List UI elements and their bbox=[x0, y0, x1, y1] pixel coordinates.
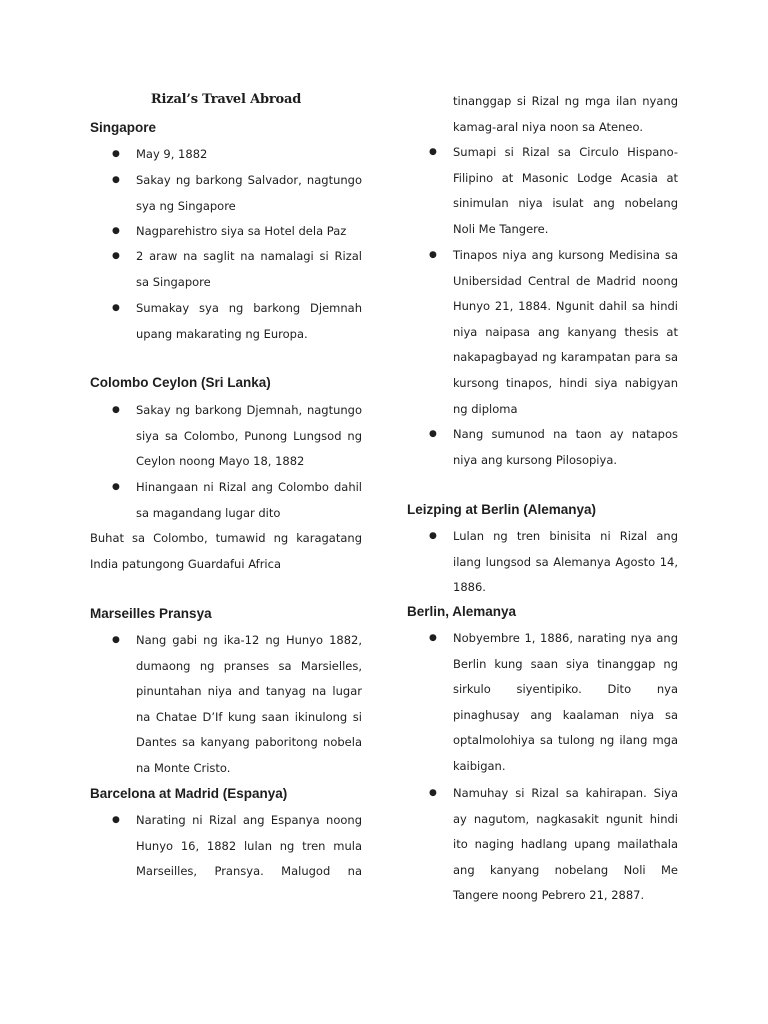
heading-colombo: Colombo Ceylon (Sri Lanka) bbox=[90, 375, 271, 390]
document-title: Rizal’s Travel Abroad bbox=[150, 92, 302, 107]
list-item bbox=[90, 398, 362, 475]
text-line: niya ang kursong Pilosopiya. bbox=[453, 452, 618, 467]
list-item bbox=[90, 168, 362, 219]
text-line: pinaghusay ang kaalaman niya sa bbox=[453, 707, 678, 722]
text-line: Sakay ng barkong Djemnah, nagtungo bbox=[136, 403, 362, 417]
bullet-icon: ● bbox=[112, 175, 120, 185]
bullet-icon: ● bbox=[112, 303, 120, 313]
text-line: sya ng Singapore bbox=[136, 198, 236, 213]
text-line: Nagparehistro siya sa Hotel dela Paz bbox=[136, 224, 347, 238]
list-item bbox=[90, 475, 362, 526]
heading-madrid: Barcelona at Madrid (Espanya) bbox=[90, 786, 288, 801]
text-line: nakapagbayad ng karampatan para sa bbox=[453, 350, 678, 365]
text-line: na Chatae D’If kung saan ikinulong si bbox=[136, 709, 362, 724]
heading-marseilles: Marseilles Pransya bbox=[90, 606, 212, 621]
text-line: pinuntahan niya and tanyag na lugar bbox=[136, 684, 362, 699]
list-item bbox=[90, 244, 362, 295]
heading-leipzig: Leizping at Berlin (Alemanya) bbox=[407, 502, 597, 517]
text-line: Ceylon noong Mayo 18, 1882 bbox=[136, 454, 305, 469]
list-item bbox=[90, 142, 362, 168]
text-line: Lulan ng tren binisita ni Rizal ang bbox=[453, 529, 678, 543]
bullet-icon: ● bbox=[429, 531, 437, 541]
text-line: Hunyo 16, 1882 lulan ng tren mula bbox=[136, 838, 362, 853]
list-item bbox=[407, 243, 678, 422]
text-line: Nobyembre 1, 1886, narating nya ang bbox=[453, 631, 678, 645]
bullet-icon: ● bbox=[429, 788, 437, 798]
text-line: ay nagutom, nagkasakit ngunit hindi bbox=[453, 811, 678, 826]
text-line: tinanggap si Rizal ng mga ilan nyang bbox=[453, 94, 678, 108]
heading-singapore: Singapore bbox=[90, 120, 157, 135]
bullet-icon: ● bbox=[112, 635, 120, 645]
text-line: Unibersidad Central de Madrid noong bbox=[453, 273, 678, 288]
text-line: Hunyo 21, 1884. Ngunit dahil sa hindi bbox=[453, 299, 678, 314]
text-line: sirkulo siyentipiko. Dito nya bbox=[453, 682, 678, 697]
text-line: kaibigan. bbox=[453, 758, 506, 773]
text-line: Sumakay sya ng barkong Djemnah bbox=[136, 301, 362, 315]
list-item bbox=[90, 628, 362, 782]
text-line: Namuhay si Rizal sa kahirapan. Siya bbox=[453, 786, 678, 800]
text-line: Nang sumunod na taon ay natapos bbox=[453, 427, 678, 441]
text-line: Narating ni Rizal ang Espanya noong bbox=[136, 813, 362, 827]
bullet-icon: ● bbox=[112, 149, 120, 159]
list-item bbox=[90, 296, 362, 347]
text-line: 1886. bbox=[453, 580, 486, 595]
list-item bbox=[407, 524, 678, 601]
text-line: Marseilles, Pransya. Malugod na bbox=[136, 864, 362, 879]
list-item bbox=[407, 781, 678, 909]
text-line: 2 araw na saglit na namalagi si Rizal bbox=[136, 249, 362, 263]
text-line: na Monte Cristo. bbox=[136, 760, 231, 775]
text-line: May 9, 1882 bbox=[136, 147, 208, 161]
bullet-icon: ● bbox=[429, 633, 437, 643]
text-line: Dantes sa kanyang paboritong nobela bbox=[136, 735, 362, 750]
text-line: Tinapos niya ang kursong Medisina sa bbox=[453, 248, 678, 262]
list-item bbox=[407, 140, 678, 242]
bullet-icon: ● bbox=[112, 405, 120, 415]
continued-text bbox=[407, 89, 678, 140]
text-line: siya sa Colombo, Punong Lungsod ng bbox=[136, 428, 362, 443]
text-line: kursong tinapos, hindi siya nabigyan bbox=[453, 375, 678, 390]
text-line: Nang gabi ng ika-12 ng Hunyo 1882, bbox=[136, 633, 362, 647]
bullet-icon: ● bbox=[429, 147, 437, 157]
text-line: Sakay ng barkong Salvador, nagtungo bbox=[136, 173, 362, 187]
text-line: ito naging hadlang upang mailathala bbox=[453, 837, 678, 852]
paragraph-colombo bbox=[90, 526, 362, 577]
bullet-icon: ● bbox=[429, 429, 437, 439]
text-line: dumaong ng pranses sa Marsielles, bbox=[136, 658, 362, 673]
list-item bbox=[407, 422, 678, 473]
text-line: India patungong Guardafui Africa bbox=[90, 556, 281, 571]
text-line: ilang lungsod sa Alemanya Agosto 14, bbox=[453, 554, 678, 569]
list-item bbox=[90, 219, 362, 245]
list-item bbox=[407, 626, 678, 780]
text-line: sinimulan niya isulat ang nobelang bbox=[453, 196, 678, 211]
text-line: Tangere noong Pebrero 21, 2887. bbox=[453, 888, 645, 903]
text-line: Filipino at Masonic Lodge Acasia at bbox=[453, 170, 678, 185]
bullet-icon: ● bbox=[112, 226, 120, 236]
text-line: sa magandang lugar dito bbox=[136, 505, 281, 520]
text-line: kamag-aral niya noon sa Ateneo. bbox=[453, 119, 643, 134]
text-line: Buhat sa Colombo, tumawid ng karagatang bbox=[90, 531, 362, 545]
text-line: sa Singapore bbox=[136, 274, 211, 289]
bullet-icon: ● bbox=[112, 815, 120, 825]
heading-berlin: Berlin, Alemanya bbox=[407, 604, 517, 619]
text-line: Noli Me Tangere. bbox=[453, 221, 549, 236]
list-item bbox=[90, 808, 362, 885]
text-line: upang makarating ng Europa. bbox=[136, 326, 308, 341]
text-line: ng diploma bbox=[453, 401, 518, 416]
text-line: niya naipasa ang kanyang thesis at bbox=[453, 324, 678, 339]
text-line: Berlin kung saan siya tinanggap ng bbox=[453, 656, 678, 671]
text-line: Hinangaan ni Rizal ang Colombo dahil bbox=[136, 480, 362, 494]
text-line: ang kanyang nobelang Noli Me bbox=[453, 862, 678, 877]
text-line: optalmolohiya sa tulong ng ilang mga bbox=[453, 733, 678, 748]
bullet-icon: ● bbox=[429, 250, 437, 260]
bullet-icon: ● bbox=[112, 482, 120, 492]
text-line: Sumapi si Rizal sa Circulo Hispano- bbox=[453, 145, 678, 159]
bullet-icon: ● bbox=[112, 251, 120, 261]
